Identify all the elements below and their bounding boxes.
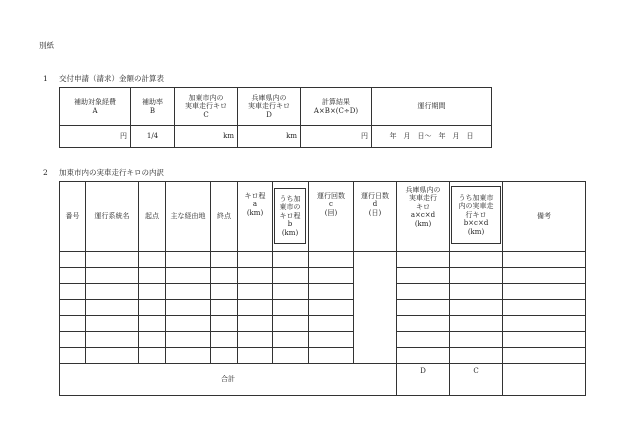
header-subsidy-rate: 補助率 B	[131, 88, 175, 126]
total-d: D	[397, 364, 450, 396]
header-runs-c: 運行回数 c (回)	[309, 182, 354, 252]
header-km-b: うち加 東市の キロ程 b (km)	[274, 188, 306, 244]
section2-number: 2	[43, 168, 48, 177]
table-row	[60, 268, 586, 284]
section2-title: 加東市内の実車走行キロの内訳	[59, 168, 164, 177]
header-via: 主な経由地	[166, 182, 211, 252]
cell-subsidy-rate: 1/4	[131, 126, 175, 148]
annex-label: 別紙	[39, 41, 54, 50]
total-c: C	[450, 364, 503, 396]
table-row	[60, 300, 586, 316]
header-subsidy-cost: 補助対象経費 A	[60, 88, 131, 126]
days-merged-cell	[354, 252, 397, 364]
table-row	[60, 252, 586, 268]
header-number: 番号	[60, 182, 86, 252]
header-origin: 起点	[139, 182, 166, 252]
cell-subsidy-cost: 円	[60, 126, 131, 148]
total-row	[60, 364, 586, 396]
total-label: 合計	[60, 364, 397, 396]
total-remarks	[503, 364, 586, 396]
header-route-name: 運行系統名	[86, 182, 139, 252]
section1-title: 交付申請（請求）金額の計算表	[59, 74, 164, 83]
header-days-d: 運行日数 d (日)	[354, 182, 397, 252]
header-km-a: キロ程 a (km)	[238, 182, 273, 252]
header-terminus: 終点	[211, 182, 238, 252]
table-row	[60, 284, 586, 300]
table-row	[60, 316, 586, 332]
header-hyogo-km: 兵庫県内の 実車走行 キロ a×c×d (km)	[397, 182, 450, 252]
header-kato-km-cell	[450, 182, 503, 252]
header-remarks: 備考	[503, 182, 586, 252]
section1-number: 1	[43, 74, 48, 83]
cell-calc-result: 円	[301, 126, 372, 148]
calculation-table	[59, 87, 492, 148]
header-km-b-cell	[273, 182, 309, 252]
cell-operation-period: 年 月 日～ 年 月 日	[372, 126, 492, 148]
breakdown-table	[59, 181, 586, 396]
cell-hyogo-km: km	[238, 126, 301, 148]
table-row	[60, 332, 586, 348]
header-calc-result: 計算結果 A×B×(C÷D)	[301, 88, 372, 126]
header-kato-km: うち加東市 内の実車走 行キロ b×c×d (km)	[451, 186, 501, 244]
header-kato-km: 加東市内の 実車走行キロ C	[175, 88, 238, 126]
header-operation-period: 運行期間	[372, 88, 492, 126]
header-hyogo-km: 兵庫県内の 実車走行キロ D	[238, 88, 301, 126]
table-row	[60, 348, 586, 364]
cell-kato-km: km	[175, 126, 238, 148]
